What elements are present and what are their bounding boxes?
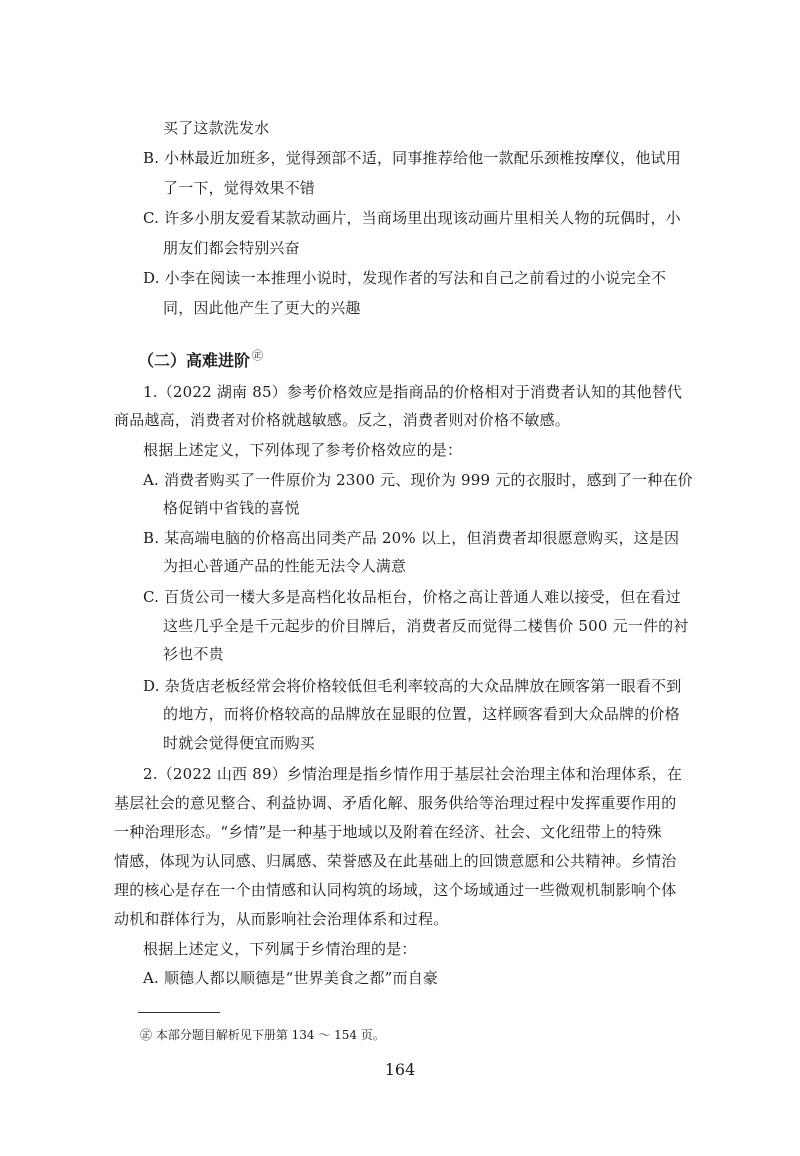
question-2-line-5: 理的核心是存在一个由情感和认同构筑的场域，这个场域通过一些微观机制影响个体 bbox=[114, 881, 677, 899]
option-b-line-2: 了一下，觉得效果不错 bbox=[163, 179, 316, 197]
question-2-line-4: 情感，体现为认同感、归属感、荣誉感及在此基础上的回馈意愿和公共精神。乡情治 bbox=[114, 852, 677, 870]
q1-option-d-line-3: 时就会觉得便宜而购买 bbox=[163, 734, 316, 752]
q1-option-c-line-1: C. 百货公司一楼大多是高档化妆品柜台，价格之高让普通人难以接受，但在看过 bbox=[143, 588, 681, 606]
question-2-line-1: 2.（2022 山西 89）乡情治理是指乡情作用于基层社会治理主体和治理体系，在 bbox=[143, 765, 683, 783]
option-d-line-2: 同，因此他产生了更大的兴趣 bbox=[163, 299, 361, 317]
question-2-line-6: 动机和群体行为，从而影响社会治理体系和过程。 bbox=[114, 910, 449, 928]
footnote-divider bbox=[138, 1012, 220, 1013]
q1-option-a-line-1: A. 消费者购买了一件原价为 2300 元、现价为 999 元的衣服时，感到了一种在价 bbox=[143, 471, 693, 489]
option-c-line-1: C. 许多小朋友爱看某款动画片，当商场里出现该动画片里相关人物的玩偶时，小 bbox=[143, 209, 681, 227]
option-d-line-1: D. 小李在阅读一本推理小说时，发现作者的写法和自己之前看过的小说完全不 bbox=[143, 269, 667, 287]
footnote-mark-icon: ㊣ bbox=[252, 349, 264, 362]
option-a-continuation: 买了这款洗发水 bbox=[163, 119, 270, 137]
question-1-line-2: 商品越高，消费者对价格就越敏感。反之，消费者则对价格不敏感。 bbox=[114, 411, 571, 429]
page-number: 164 bbox=[384, 1060, 416, 1079]
q1-option-c-line-2: 这些几乎全是千元起步的价目牌后，消费者反而觉得二楼售价 500 元一件的衬 bbox=[163, 617, 689, 635]
section-heading bbox=[138, 345, 263, 372]
option-b-line-1: B. 小林最近加班多，觉得颈部不适，同事推荐给他一款配乐颈椎按摩仪，他试用 bbox=[143, 149, 681, 167]
question-1-prompt: 根据上述定义，下列体现了参考价格效应的是： bbox=[143, 441, 463, 459]
q1-option-d-line-2: 的地方，而将价格较高的品牌放在显眼的位置，这样顾客看到大众品牌的价格 bbox=[163, 705, 680, 723]
option-c-line-2: 朋友们都会特别兴奋 bbox=[163, 239, 300, 257]
q1-option-a-line-2: 格促销中省钱的喜悦 bbox=[163, 499, 300, 517]
q1-option-c-line-3: 衫也不贵 bbox=[163, 645, 224, 663]
q2-option-a: A. 顺德人都以顺德是“世界美食之都”而自豪 bbox=[143, 969, 439, 987]
question-2-prompt: 根据上述定义，下列属于乡情治理的是： bbox=[143, 940, 417, 958]
question-2-line-3: 一种治理形态。“乡情”是一种基于地域以及附着在经济、社会、文化纽带上的特殊 bbox=[114, 823, 662, 841]
section-heading-text: （二）高难进阶 bbox=[138, 351, 251, 370]
q1-option-b-line-1: B. 某高端电脑的价格高出同类产品 20% 以上，但消费者却很愿意购买，这是因 bbox=[143, 529, 680, 547]
q1-option-d-line-1: D. 杂货店老板经常会将价格较低但毛利率较高的大众品牌放在顾客第一眼看不到 bbox=[143, 677, 682, 695]
footnote: ㊣ 本部分题目解析见下册第 134 ～ 154 页。 bbox=[140, 1028, 385, 1042]
question-2-line-2: 基层社会的意见整合、利益协调、矛盾化解、服务供给等治理过程中发挥重要作用的 bbox=[114, 794, 677, 812]
question-1-line-1: 1.（2022 湖南 85）参考价格效应是指商品的价格相对于消费者认知的其他替代 bbox=[143, 383, 683, 401]
q1-option-b-line-2: 为担心普通产品的性能无法令人满意 bbox=[163, 557, 407, 575]
